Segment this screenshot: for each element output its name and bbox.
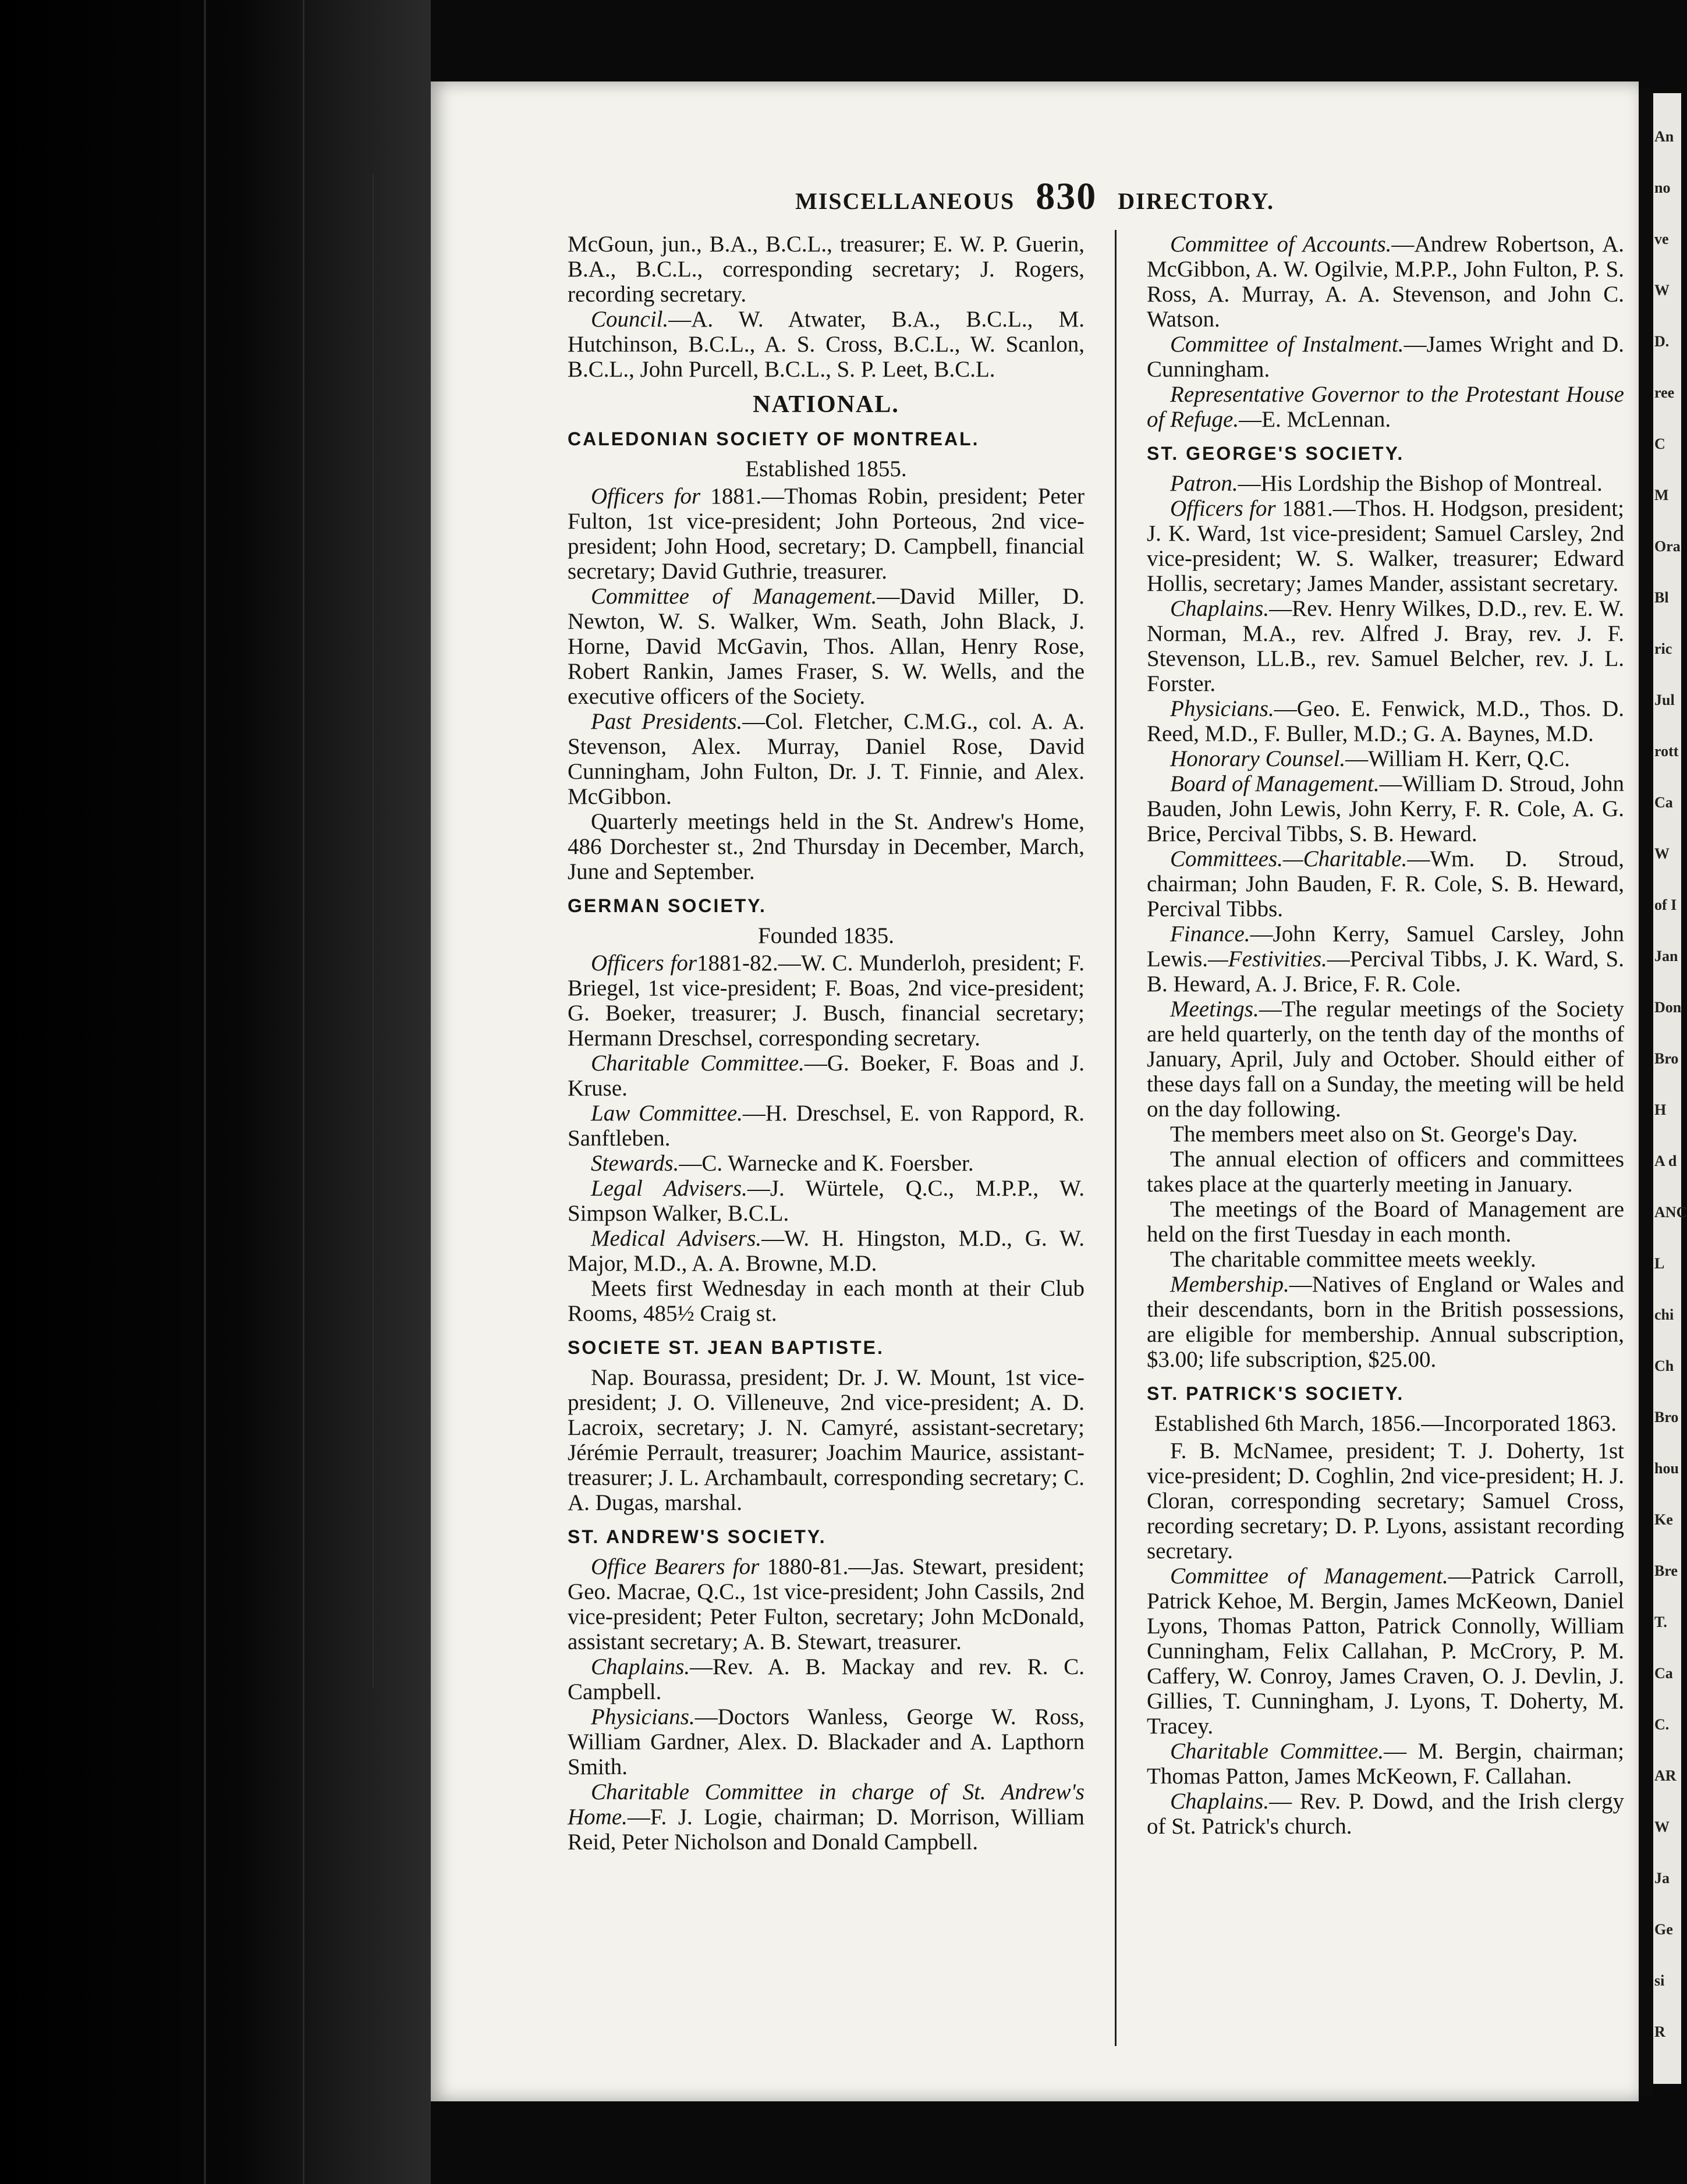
st-george-charitable-meets: The charitable committee meets weekly. [1170, 1247, 1536, 1272]
caledonian-committee: Committee of Management.—David Miller, D. Newton, W. S. Walker, Wm. Seath, John Black, J. Horne, David McGavin, Thos. Allan, Henry Rose, Robert Rankin, James Fraser, S. W. Wells, and the executive officers of the Society. [568, 584, 1084, 709]
intro-council: Council.—A. W. Atwater, B.A., B.C.L., M. Hutchinson, B.C.L., A. S. Cross, B.C.L., W. Scanlon, B.C.L., John Purcell, B.C.L., S. P. Leet, B.C.L. [568, 307, 1084, 382]
st-george-patron: Patron.—His Lordship the Bishop of Montreal. [1170, 471, 1603, 496]
page-gutter-shadow [1639, 87, 1653, 2096]
microfilm-left-margin [0, 0, 431, 2184]
adjacent-page-text: no [1654, 179, 1671, 196]
adjacent-page-text: C. [1654, 1716, 1670, 1733]
adjacent-page-text: chi [1654, 1306, 1674, 1323]
st-george-board: Board of Management.—William D. Stroud, John Bauden, John Lewis, John Kerry, F. R. Cole, A. G. Brice, Percival Tibbs, S. B. Heward. [1147, 771, 1624, 846]
adjacent-page-text: A d [1654, 1153, 1677, 1169]
adjacent-page-text: W [1654, 1818, 1670, 1835]
adjacent-page-text: Ke [1654, 1511, 1673, 1528]
adjacent-page-text: Bro [1654, 1050, 1679, 1067]
german-officers: Officers for1881-82.—W. C. Munderloh, president; F. Briegel, 1st vice-president; F. Boas, 2nd vice-president; G. Boeker, treasurer; J. Busch, financial secretary; Hermann Dreschsel, corresponding secretary. [568, 951, 1084, 1051]
running-head-left: MISCELLANEOUS [795, 188, 1015, 214]
st-george-committees: Committees.—Charitable.—Wm. D. Stroud, chairman; John Bauden, F. R. Cole, S. B. Heward, Percival Tibbs. [1147, 846, 1624, 921]
right-column [1147, 232, 1624, 1839]
running-head [431, 175, 1639, 219]
adjacent-page-text: D. [1654, 333, 1670, 350]
german-heading: GERMAN SOCIETY. [568, 895, 767, 916]
adjacent-page-text: si [1654, 1972, 1665, 1989]
adjacent-page-text: Ch [1654, 1357, 1674, 1374]
st-jean-officers: Nap. Bourassa, president; Dr. J. W. Mount, 1st vice-president; J. O. Villeneuve, 2nd vice-president; A. D. Lacroix, secretary; J. N. Camyré, assistant-secretary; Jérémie Perrault, treasurer; Joachim Maurice, assistant-treasurer; J. L. Archambault, corresponding secretary; C. A. Dugas, marshal. [568, 1365, 1084, 1515]
st-george-physicians: Physicians.—Geo. E. Fenwick, M.D., Thos. D. Reed, M.D., F. Buller, M.D.; G. A. Baynes, M.D. [1147, 696, 1624, 746]
running-head-right: DIRECTORY. [1118, 188, 1274, 214]
adjacent-page-text: ANC [1654, 1204, 1687, 1221]
representative-governor: Representative Governor to the Protestant House of Refuge.—E. McLennan. [1147, 382, 1624, 432]
german-charitable: Charitable Committee.—G. Boeker, F. Boas and J. Kruse. [568, 1051, 1084, 1101]
st-patrick-officers: F. B. McNamee, president; T. J. Doherty, 1st vice-president; D. Coghlin, 2nd vice-president; H. J. Cloran, corresponding secretary; Samuel Cross, recording secretary; D. P. Lyons, assistant recording secretary. [1147, 1438, 1624, 1563]
st-patrick-charitable: Charitable Committee.— M. Bergin, chairman; Thomas Patton, James McKeown, F. Callahan. [1147, 1739, 1624, 1789]
german-stewards: Stewards.—C. Warnecke and K. Foersber. [591, 1151, 974, 1176]
st-andrew-heading: ST. ANDREW'S SOCIETY. [568, 1526, 827, 1547]
adjacent-page-text: of I [1654, 896, 1677, 913]
st-george-board-meetings: The meetings of the Board of Management are held on the first Tuesday in each month. [1147, 1197, 1624, 1247]
st-patrick-committee: Committee of Management.—Patrick Carroll, Patrick Kehoe, M. Bergin, James McKeown, Daniel Lyons, Thomas Patton, Patrick Connolly, William Cunningham, Felix Callahan, P. McCrory, P. M. Caffery, W. Conroy, James Craven, O. J. Devlin, J. Gillies, T. Cunningham, J. Lyons, T. Doherty, M. Tracey. [1147, 1563, 1624, 1739]
adjacent-page-text: Bre [1654, 1562, 1678, 1579]
st-george-membership: Membership.—Natives of England or Wales and their descendants, born in the British possessions, are eligible for membership. Annual subscription, $3.00; life subscription, $25.00. [1147, 1272, 1624, 1372]
adjacent-page-text: ric [1654, 640, 1672, 657]
adjacent-page-text: C [1654, 435, 1665, 452]
st-george-finance: Finance.—John Kerry, Samuel Carsley, John Lewis.—Festivities.—Percival Tibbs, J. K. Ward, S. B. Heward, A. J. Brice, F. R. Cole. [1147, 921, 1624, 997]
st-george-heading: ST. GEORGE'S SOCIETY. [1147, 443, 1405, 464]
german-founded: Founded 1835. [758, 923, 894, 948]
adjacent-page-text: Ca [1654, 794, 1673, 811]
adjacent-page-text: L [1654, 1255, 1665, 1272]
st-patrick-established: Established 6th March, 1856.—Incorporated 1863. [1154, 1411, 1617, 1436]
adjacent-page-text: W [1654, 845, 1670, 862]
st-george-meetings: Meetings.—The regular meetings of the Society are held quarterly, on the tenth day of the months of January, April, July and October. Should either of these days fall on a Sunday, the meeting will be held on the day following. [1147, 997, 1624, 1122]
st-george-officers: Officers for 1881.—Thos. H. Hodgson, president; J. K. Ward, 1st vice-president; Samuel Carsley, 2nd vice-president; W. S. Walker, treasurer; Edward Hollis, secretary; James Mander, assistant secretary. [1147, 496, 1624, 596]
adjacent-page-text: W [1654, 282, 1670, 299]
adjacent-page-text: R [1654, 2023, 1665, 2040]
adjacent-page-text: An [1654, 128, 1674, 145]
page-number: 830 [1036, 175, 1097, 218]
adjacent-page-text: T. [1654, 1614, 1667, 1630]
committee-of-accounts: Committee of Accounts.—Andrew Robertson, A. McGibbon, A. W. Ogilvie, M.P.P., John Fulton, P. S. Ross, A. Murray, A. A. Stevenson, and John C. Watson. [1147, 232, 1624, 332]
committee-of-instalment: Committee of Instalment.—James Wright and D. Cunningham. [1147, 332, 1624, 382]
st-patrick-chaplains: Chaplains.— Rev. P. Dowd, and the Irish clergy of St. Patrick's church. [1147, 1789, 1624, 1839]
german-medical: Medical Advisers.—W. H. Hingston, M.D., G. W. Major, M.D., A. A. Browne, M.D. [568, 1226, 1084, 1276]
column-divider [1115, 230, 1117, 2046]
adjacent-page-text: ree [1654, 384, 1675, 401]
caledonian-past-presidents: Past Presidents.—Col. Fletcher, C.M.G., col. A. A. Stevenson, Alex. Murray, Daniel Rose, David Cunningham, John Fulton, Dr. J. T. Finnie, and Alex. McGibbon. [568, 709, 1084, 809]
adjacent-page-text: AR [1654, 1767, 1677, 1784]
adjacent-page-text: Bro [1654, 1409, 1679, 1426]
adjacent-page-text: Ge [1654, 1921, 1673, 1938]
adjacent-page-text: ve [1654, 231, 1669, 247]
caledonian-heading: CALEDONIAN SOCIETY OF MONTREAL. [568, 428, 980, 449]
adjacent-page-text: rott [1654, 743, 1679, 760]
german-legal: Legal Advisers.—J. Würtele, Q.C., M.P.P., W. Simpson Walker, B.C.L. [568, 1176, 1084, 1226]
st-andrew-chaplains: Chaplains.—Rev. A. B. Mackay and rev. R. C. Campbell. [568, 1654, 1084, 1704]
st-andrew-charitable: Charitable Committee in charge of St. Andrew's Home.—F. J. Logie, chairman; D. Morrison, William Reid, Peter Nicholson and Donald Campbell. [568, 1779, 1084, 1855]
german-meets: Meets first Wednesday in each month at their Club Rooms, 485½ Craig st. [568, 1276, 1084, 1326]
adjacent-page-text: H [1654, 1101, 1667, 1118]
adjacent-page-text: Ca [1654, 1665, 1673, 1682]
st-andrew-office-bearers: Office Bearers for 1880-81.—Jas. Stewart, president; Geo. Macrae, Q.C., 1st vice-president; John Cassils, 2nd vice-president; Peter Fulton, secretary; John McDonald, assistant secretary; A. B. Stewart, treasurer. [568, 1554, 1084, 1654]
st-patrick-heading: ST. PATRICK'S SOCIETY. [1147, 1383, 1405, 1404]
adjacent-page-fragment [1653, 93, 1687, 2084]
st-george-members-meet: The members meet also on St. George's Day. [1170, 1122, 1578, 1147]
adjacent-page-text: Ora [1654, 538, 1681, 555]
caledonian-meetings: Quarterly meetings held in the St. Andrew's Home, 486 Dorchester st., 2nd Thursday in December, March, June and September. [568, 809, 1084, 884]
st-george-chaplains: Chaplains.—Rev. Henry Wilkes, D.D., rev. E. W. Norman, M.A., rev. Alfred J. Bray, rev. J. F. Stevenson, LL.B., rev. Samuel Belcher, rev. J. L. Forster. [1147, 596, 1624, 696]
german-law: Law Committee.—H. Dreschsel, E. von Rappord, R. Sanftleben. [568, 1101, 1085, 1151]
adjacent-page-text: M [1654, 487, 1669, 504]
adjacent-page-text: Don [1654, 999, 1682, 1016]
st-jean-heading: SOCIETE ST. JEAN BAPTISTE. [568, 1337, 884, 1358]
directory-page [431, 81, 1639, 2101]
adjacent-page-text: Jul [1654, 692, 1675, 708]
adjacent-page-text: hou [1654, 1460, 1679, 1477]
caledonian-officers: Officers for 1881.—Thomas Robin, president; Peter Fulton, 1st vice-president; John Porteous, 2nd vice-president; John Hood, secretary; D. Campbell, financial secretary; David Guthrie, treasurer. [568, 484, 1085, 584]
section-national: NATIONAL. [753, 391, 899, 418]
st-george-annual-election: The annual election of officers and committees takes place at the quarterly meeting in January. [1147, 1147, 1624, 1197]
intro-officers: McGoun, jun., B.A., B.C.L., treasurer; E. W. P. Guerin, B.A., B.C.L., corresponding secretary; J. Rogers, recording secretary. [568, 232, 1084, 307]
adjacent-page-text: Jan [1654, 948, 1678, 965]
st-george-counsel: Honorary Counsel.—William H. Kerr, Q.C. [1170, 746, 1570, 771]
caledonian-established: Established 1855. [745, 456, 907, 481]
adjacent-page-text: Bl [1654, 589, 1669, 606]
left-column [568, 232, 1084, 1855]
adjacent-page-text: Ja [1654, 1870, 1670, 1887]
st-andrew-physicians: Physicians.—Doctors Wanless, George W. Ross, William Gardner, Alex. D. Blackader and A. Lapthorn Smith. [568, 1704, 1084, 1779]
